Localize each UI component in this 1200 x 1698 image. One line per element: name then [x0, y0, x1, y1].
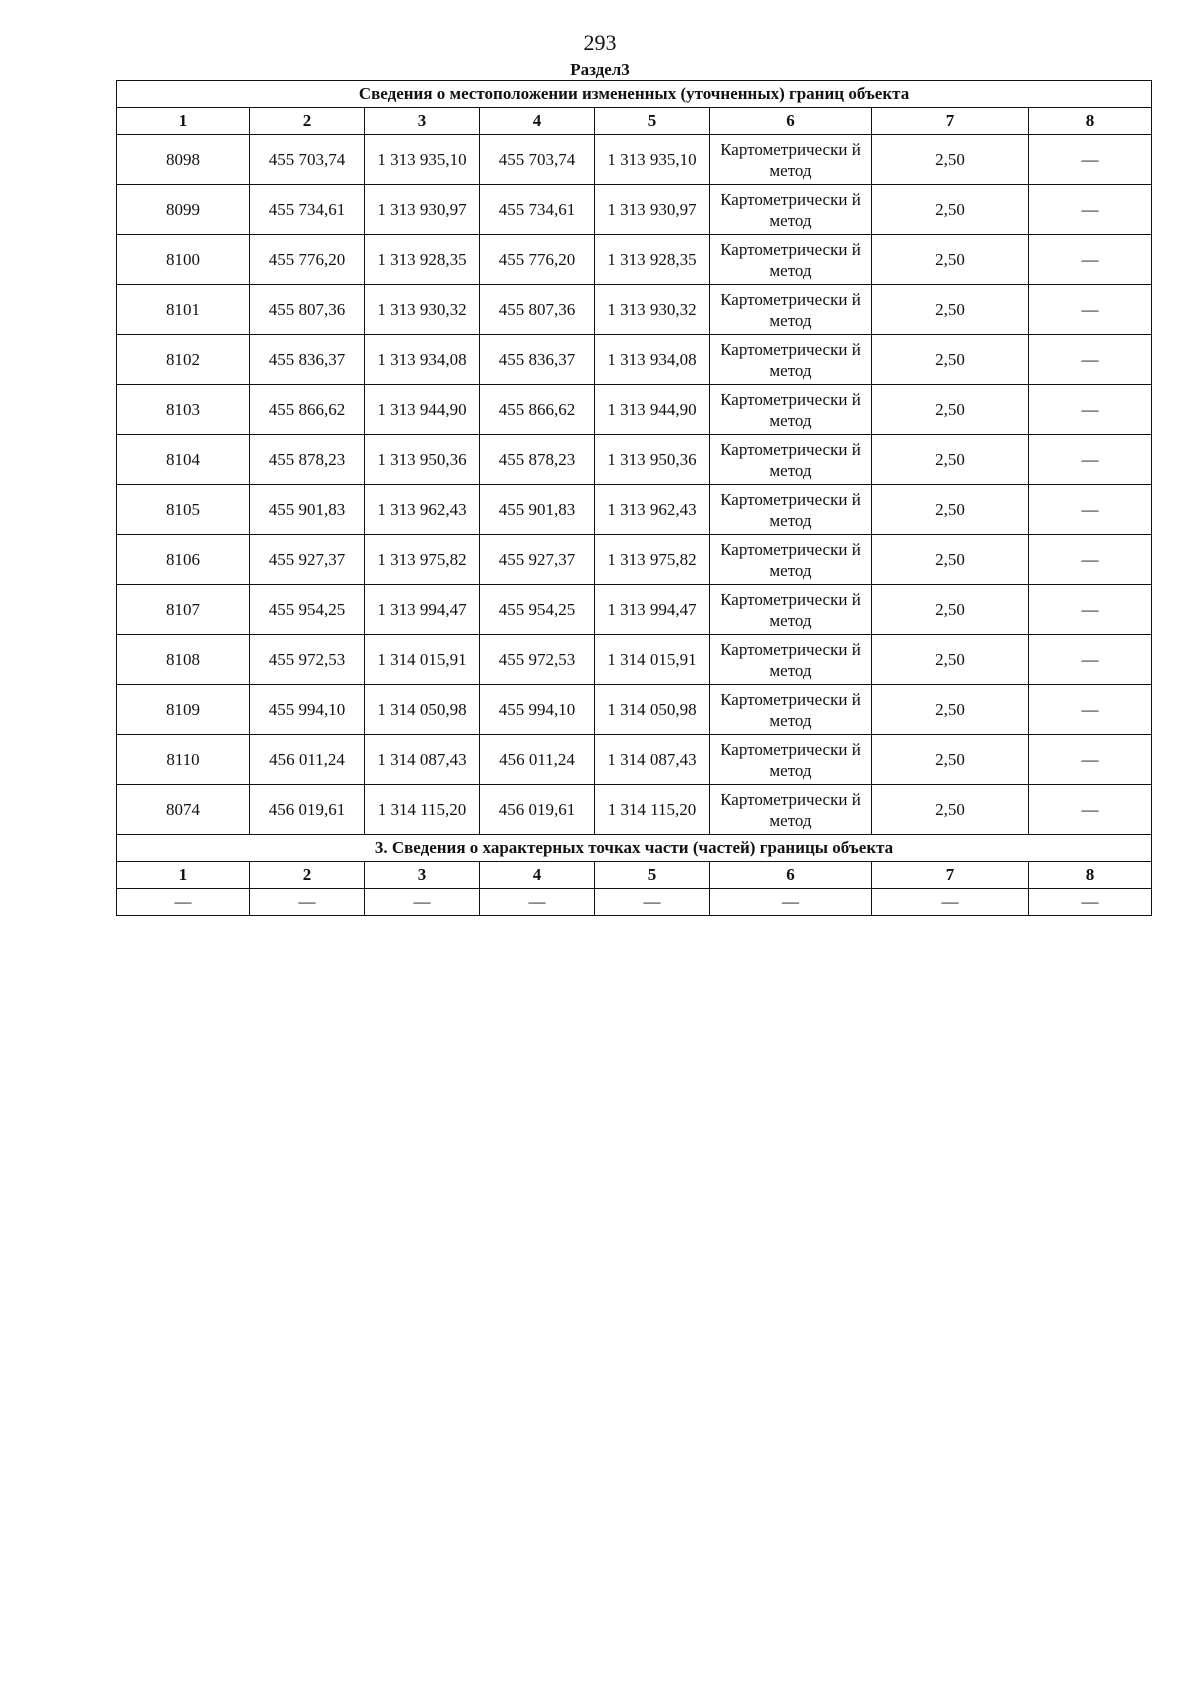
table-cell: —	[1029, 485, 1152, 535]
table-cell: 455 927,37	[480, 535, 595, 585]
table-cell: 8108	[117, 635, 250, 685]
method-cell: Картометрически й метод	[710, 185, 872, 235]
table-row	[117, 335, 1152, 385]
method-cell: Картометрически й метод	[710, 385, 872, 435]
column-header: 2	[250, 108, 365, 135]
method-cell: Картометрически й метод	[710, 535, 872, 585]
table-row	[117, 135, 1152, 185]
table-cell: —	[1029, 685, 1152, 735]
column-header: 3	[365, 108, 480, 135]
table-cell: 1 313 930,97	[595, 185, 710, 235]
table-cell: 2,50	[872, 435, 1029, 485]
table-cell: 2,50	[872, 285, 1029, 335]
table-cell: —	[710, 889, 872, 916]
table-cell: 8103	[117, 385, 250, 435]
table-row	[117, 535, 1152, 585]
table-cell: 1 313 935,10	[595, 135, 710, 185]
table-cell: —	[1029, 335, 1152, 385]
table-title-row	[117, 81, 1152, 108]
table-row	[117, 585, 1152, 635]
table-cell: 2,50	[872, 635, 1029, 685]
table-cell: 455 703,74	[480, 135, 595, 185]
table-cell: 8104	[117, 435, 250, 485]
table-cell: 2,50	[872, 735, 1029, 785]
table-cell: 8105	[117, 485, 250, 535]
column-header: 6	[710, 108, 872, 135]
table-cell: 8100	[117, 235, 250, 285]
column-header: 5	[595, 108, 710, 135]
table-cell: 455 734,61	[480, 185, 595, 235]
boundary-table	[116, 80, 1152, 916]
table-row	[117, 185, 1152, 235]
table-cell: 1 313 975,82	[365, 535, 480, 585]
table-cell: —	[1029, 635, 1152, 685]
table-cell: 2,50	[872, 385, 1029, 435]
column-header: 2	[250, 862, 365, 889]
table-cell: —	[1029, 385, 1152, 435]
table-cell: 8074	[117, 785, 250, 835]
column-header: 1	[117, 108, 250, 135]
table-cell: 1 314 087,43	[595, 735, 710, 785]
table-cell: 455 776,20	[250, 235, 365, 285]
table-cell: —	[1029, 285, 1152, 335]
table-cell: 2,50	[872, 785, 1029, 835]
table-row	[117, 485, 1152, 535]
table-row	[117, 385, 1152, 435]
table-cell: 1 314 015,91	[595, 635, 710, 685]
table-cell: 8102	[117, 335, 250, 385]
table-cell: 455 776,20	[480, 235, 595, 285]
method-cell: Картометрически й метод	[710, 785, 872, 835]
table-cell: 2,50	[872, 485, 1029, 535]
column-header: 8	[1029, 108, 1152, 135]
table-cell: 2,50	[872, 535, 1029, 585]
table-cell: 1 314 115,20	[595, 785, 710, 835]
table-cell: 455 972,53	[480, 635, 595, 685]
method-cell: Картометрически й метод	[710, 285, 872, 335]
table-cell: —	[365, 889, 480, 916]
table-cell: 455 878,23	[480, 435, 595, 485]
table-cell: 1 313 930,32	[365, 285, 480, 335]
method-cell: Картометрически й метод	[710, 235, 872, 285]
table-cell: 455 836,37	[480, 335, 595, 385]
table-cell: 455 972,53	[250, 635, 365, 685]
method-cell: Картометрически й метод	[710, 635, 872, 685]
table-cell: 455 836,37	[250, 335, 365, 385]
table-cell: 8106	[117, 535, 250, 585]
column-header: 6	[710, 862, 872, 889]
section3-title-row	[117, 835, 1152, 862]
table-cell: 2,50	[872, 135, 1029, 185]
table-cell: 1 313 930,97	[365, 185, 480, 235]
table-cell: 2,50	[872, 235, 1029, 285]
column-header: 7	[872, 862, 1029, 889]
table-cell: 1 313 930,32	[595, 285, 710, 335]
table-cell: 1 313 935,10	[365, 135, 480, 185]
table-cell: 8099	[117, 185, 250, 235]
table-cell: —	[1029, 435, 1152, 485]
table-cell: 1 313 944,90	[365, 385, 480, 435]
table-cell: 1 313 934,08	[595, 335, 710, 385]
column-header: 3	[365, 862, 480, 889]
table-cell: 455 994,10	[480, 685, 595, 735]
table-cell: —	[1029, 585, 1152, 635]
table-cell: —	[1029, 889, 1152, 916]
table-cell: 455 878,23	[250, 435, 365, 485]
table-cell: —	[1029, 135, 1152, 185]
table-cell: 456 019,61	[250, 785, 365, 835]
table-cell: —	[1029, 235, 1152, 285]
table-cell: 456 011,24	[480, 735, 595, 785]
column-header: 1	[117, 862, 250, 889]
table-cell: —	[872, 889, 1029, 916]
column-header: 8	[1029, 862, 1152, 889]
table-cell: 1 313 950,36	[365, 435, 480, 485]
table-cell: 8107	[117, 585, 250, 635]
table-cell: 1 313 994,47	[595, 585, 710, 635]
table-cell: 455 734,61	[250, 185, 365, 235]
column-header: 4	[480, 108, 595, 135]
section3-header-row	[117, 862, 1152, 889]
method-cell: Картометрически й метод	[710, 585, 872, 635]
column-header: 4	[480, 862, 595, 889]
table-row	[117, 285, 1152, 335]
method-cell: Картометрически й метод	[710, 435, 872, 485]
table-cell: 1 313 944,90	[595, 385, 710, 435]
table-cell: 1 314 050,98	[365, 685, 480, 735]
table-cell: 1 313 975,82	[595, 535, 710, 585]
method-cell: Картометрически й метод	[710, 335, 872, 385]
table-cell: 8101	[117, 285, 250, 335]
table-cell: 455 954,25	[250, 585, 365, 635]
table-cell: 2,50	[872, 685, 1029, 735]
method-cell: Картометрически й метод	[710, 735, 872, 785]
table-cell: 1 313 928,35	[365, 235, 480, 285]
table-cell: 1 313 962,43	[595, 485, 710, 535]
section3-row	[117, 889, 1152, 916]
table-row	[117, 435, 1152, 485]
table-cell: —	[1029, 735, 1152, 785]
table-cell: 1 314 087,43	[365, 735, 480, 785]
table-cell: —	[480, 889, 595, 916]
table-cell: 455 866,62	[480, 385, 595, 435]
method-cell: Картометрически й метод	[710, 135, 872, 185]
table-cell: 455 927,37	[250, 535, 365, 585]
table-cell: 455 807,36	[480, 285, 595, 335]
table-cell: 8109	[117, 685, 250, 735]
table-cell: 455 954,25	[480, 585, 595, 635]
table-cell: 1 314 050,98	[595, 685, 710, 735]
table-cell: 455 994,10	[250, 685, 365, 735]
table-cell: 2,50	[872, 585, 1029, 635]
table-cell: 456 011,24	[250, 735, 365, 785]
table-cell: 1 313 950,36	[595, 435, 710, 485]
table-cell: 455 901,83	[250, 485, 365, 535]
table-cell: —	[595, 889, 710, 916]
table-cell: 2,50	[872, 335, 1029, 385]
table-cell: 456 019,61	[480, 785, 595, 835]
table-cell: 455 703,74	[250, 135, 365, 185]
table-cell: 455 866,62	[250, 385, 365, 435]
table-cell: 1 314 015,91	[365, 635, 480, 685]
column-header: 7	[872, 108, 1029, 135]
table-cell: —	[250, 889, 365, 916]
table-cell: 1 313 962,43	[365, 485, 480, 535]
table-cell: 455 807,36	[250, 285, 365, 335]
column-header: 5	[595, 862, 710, 889]
method-cell: Картометрически й метод	[710, 485, 872, 535]
section3-title: 3. Сведения о характерных точках части (частей) границы объекта	[117, 835, 1152, 862]
table-cell: —	[1029, 535, 1152, 585]
table-cell: —	[1029, 185, 1152, 235]
table-row	[117, 785, 1152, 835]
table-cell: 8098	[117, 135, 250, 185]
table-row	[117, 635, 1152, 685]
table-cell: 1 313 994,47	[365, 585, 480, 635]
method-cell: Картометрически й метод	[710, 685, 872, 735]
table-cell: 455 901,83	[480, 485, 595, 535]
table-body	[117, 81, 1152, 916]
table-cell: 2,50	[872, 185, 1029, 235]
page-number: 293	[583, 30, 617, 55]
table-cell: 8110	[117, 735, 250, 785]
table-cell: 1 314 115,20	[365, 785, 480, 835]
section-label: Раздел3	[570, 60, 630, 79]
table-title: Сведения о местоположении измененных (уточненных) границ объекта	[117, 81, 1152, 108]
table-cell: —	[1029, 785, 1152, 835]
table-cell: —	[117, 889, 250, 916]
table-row	[117, 735, 1152, 785]
table-row	[117, 235, 1152, 285]
table-cell: 1 313 928,35	[595, 235, 710, 285]
column-header-row	[117, 108, 1152, 135]
table-row	[117, 685, 1152, 735]
table-cell: 1 313 934,08	[365, 335, 480, 385]
